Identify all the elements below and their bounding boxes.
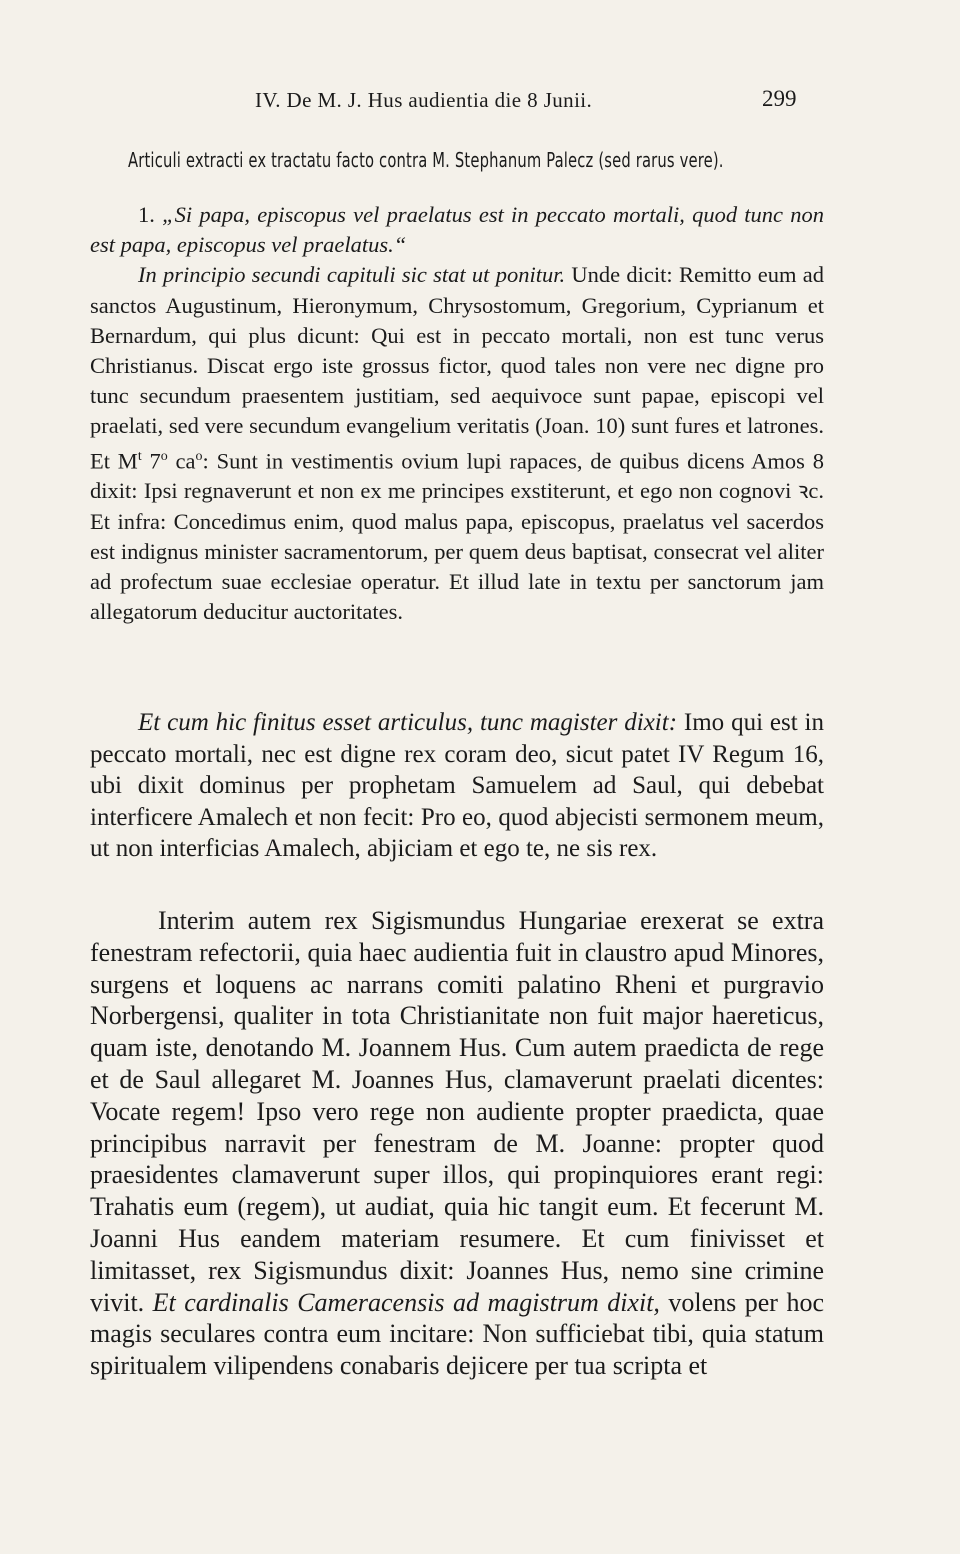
- paragraph-3-text-end: volens per hoc magis seculares contra eum incitare: Non sufficiebat tibi, quia statum spiritualem vilipendens conabaris dejicere per tua scripta et: [90, 1287, 824, 1381]
- article-intro: In principio secundi capituli sic stat ut ponitur.: [138, 262, 566, 288]
- article-body-text-2: 7: [141, 448, 161, 474]
- superscript-t: t: [137, 448, 142, 464]
- paragraph-3-text: Interim autem rex Sigismundus Hungariae erexerat se extra fenestram refectorii, quia haec audientia fuit in claustro apud Minores, surgens et loquens ac narrans comiti palatino Rheni et purgravio Norbergensi, qualiter in tota Christianitate non fuit major haereticus, quam iste, denotando M. Joannem Hus. Cum autem praedicta de rege et de Saul allegaret M. Joannes Hus, clamaverunt praelati dicentes: Vocate regem! Ipso vero rege non audiente propter praedicta, quae principibus narravit per fenestram de M. Joanne: propter quod praesidentes clamaverunt super illos, qui propinquiores erant regi: Trahatis eum (regem), ut audiat, quia hic tangit eum. Et fecerunt M. Joanni Hus eandem materiam resumere. Et cum finivisset et limitasset, rex Sigismundus dixit: Joannes Hus, nemo sine crimine vivit.: [90, 906, 824, 1317]
- paragraph-2-italic-intro: Et cum hic finitus esset articulus, tunc magister dixit:: [138, 709, 678, 736]
- article-quote: „Si papa, episcopus vel praelatus est in peccato mortali, quod tunc non est papa, episcopus vel praelatus.“: [90, 202, 825, 258]
- paragraph-2: [90, 707, 824, 865]
- paragraph-3-italic-tail: Et cardinalis Cameracensis ad magistrum dixit,: [152, 1287, 660, 1317]
- article-body-text-1: Unde dicit: Remitto eum ad sanctos Augustinum, Hieronymum, Chrysostomum, Gregorium, Cyprianum et Bernardum, qui plus dicunt: Qui est in peccato mortali, non est tunc verus Christianus. Discat ergo iste grossus fictor, quod tales non vere nec digne pro tunc secundum praesentem justitiam, sed aequivoce sunt papae, episcopi vel praelati, sed vere secundum evangelium veritatis (Joan. 10) sunt fures et latrones. Et M: [90, 262, 825, 474]
- paragraph-magister-response: [90, 707, 824, 865]
- article-body-text-3: ca: [167, 448, 196, 474]
- paragraph-2-text: Imo qui est in peccato mortali, nec est digne rex coram deo, sicut patet IV Regum 16, ubi dixit dominus per prophetam Samuelem ad Saul, qui debebat interficere Amalech et non fecit: Pro eo, quod abjecisti sermonem meum, ut non interficias Amalech, abjiciam et ego te, ne sis rex.: [90, 709, 824, 863]
- paragraph-king-sigismund: [90, 905, 824, 1382]
- running-title: IV. De M. J. Hus audientia die 8 Junii.: [255, 88, 593, 112]
- section-heading: Articuli extracti ex tractatu facto contra M. Stephanum Palecz (sed rarus vere).: [128, 148, 724, 172]
- article-1-quote-line: [90, 200, 824, 260]
- page-number: 299: [762, 86, 797, 111]
- article-1-paragraph: [90, 200, 824, 627]
- superscript-o-1: o: [160, 448, 168, 464]
- article-body-text-4: : Sunt in vestimentis ovium lupi rapaces, de quibus dicens Amos 8 dixit: Ipsi regnaverunt et non ex me principes exstiterunt, et ego non cognovi ꝛc. Et infra: Concedimus enim, quod malus papa, episcopus, praelatus vel sacerdos est indignus minister sacramentorum, per quem deus baptisat, consecrat vel aliter ad profectum suae ecclesiae operatur. Et illud late in textu per sanctorum jam allegatorum deducitur auctoritates.: [90, 448, 824, 625]
- article-number: 1.: [138, 202, 163, 227]
- paragraph-3: [90, 905, 824, 1382]
- article-1-body: [90, 260, 824, 627]
- superscript-o-2: o: [195, 448, 203, 464]
